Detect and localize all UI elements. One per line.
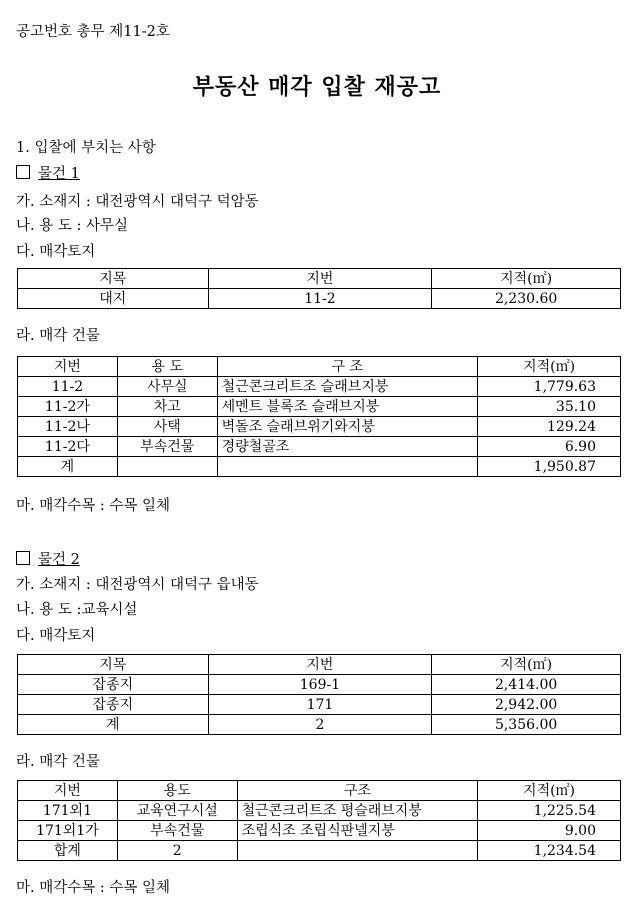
- table-cell: 대지: [18, 289, 209, 309]
- table-header-cell: 지번: [18, 781, 118, 801]
- table-row: [18, 437, 621, 457]
- item1-location: 가. 소재지 : 대전광역시 대덕구 덕암동: [16, 194, 259, 210]
- table-cell: 1,779.63: [478, 377, 621, 397]
- notice-number: 공고번호 총무 제11-2호: [16, 24, 170, 40]
- table-cell: 11-2: [18, 377, 118, 397]
- table-cell: 사무실: [117, 377, 217, 397]
- table-total-row: [18, 841, 621, 861]
- table-cell: 35.10: [478, 397, 621, 417]
- table-cell: [237, 841, 478, 861]
- section-heading: 1. 입찰에 부치는 사항: [16, 140, 156, 156]
- item2-use: 나. 용 도 :교육시설: [16, 602, 138, 618]
- item1-use: 나. 용 도 : 사무실: [16, 218, 128, 234]
- item1-heading: [16, 162, 80, 183]
- table-row: [18, 417, 621, 437]
- table-cell: 교육연구시설: [117, 801, 237, 821]
- table-header-cell: 구 조: [217, 357, 477, 377]
- table-cell: 11-2나: [18, 417, 118, 437]
- table-cell: 6.90: [478, 437, 621, 457]
- table-cell: 11-2: [208, 289, 432, 309]
- table-header-cell: 지번: [208, 655, 432, 675]
- table-row: [18, 675, 621, 695]
- table-header-cell: 지목: [18, 269, 209, 289]
- table-header-cell: 지목: [18, 655, 209, 675]
- table-row: [18, 801, 621, 821]
- table-cell: 세멘트 블록조 슬래브지붕: [217, 397, 477, 417]
- item2-land-heading: 다. 매각토지: [16, 628, 96, 644]
- item2-trees: 마. 매각수목 : 수목 일체: [16, 880, 170, 896]
- item2-building-heading: 라. 매각 건물: [16, 754, 100, 770]
- table-header-cell: 용도: [117, 781, 237, 801]
- table-header-row: [18, 357, 621, 377]
- table-total-row: [18, 715, 621, 735]
- table-header-cell: 구조: [237, 781, 478, 801]
- table-header-cell: 지적(㎡): [478, 357, 621, 377]
- table-cell: 조립식조 조립식판넬지붕: [237, 821, 478, 841]
- table-cell: 171외1: [18, 801, 118, 821]
- table-cell: 1,225.54: [478, 801, 621, 821]
- table-cell: 5,356.00: [432, 715, 621, 735]
- table-cell: 171: [208, 695, 432, 715]
- item2-land-table: [17, 654, 621, 735]
- table-header-cell: 지적(㎡): [432, 269, 621, 289]
- item2-heading-label: 물건 2: [38, 552, 80, 568]
- table-cell: 부속건물: [117, 821, 237, 841]
- table-cell: 합계: [18, 841, 118, 861]
- table-cell: 2: [208, 715, 432, 735]
- table-cell: 차고: [117, 397, 217, 417]
- table-cell: 129.24: [478, 417, 621, 437]
- table-row: [18, 377, 621, 397]
- table-cell: 계: [18, 457, 118, 477]
- table-total-row: [18, 457, 621, 477]
- item1-land-heading: 다. 매각토지: [16, 244, 96, 260]
- table-header-cell: 용 도: [117, 357, 217, 377]
- table-cell: 2,414.00: [432, 675, 621, 695]
- table-cell: 경량철골조: [217, 437, 477, 457]
- table-cell: 171외1가: [18, 821, 118, 841]
- item1-trees: 마. 매각수목 : 수목 일체: [16, 498, 170, 514]
- item2-building-table: [17, 780, 621, 861]
- item1-building-table: [17, 356, 621, 477]
- table-cell: 9.00: [478, 821, 621, 841]
- table-cell: 1,234.54: [478, 841, 621, 861]
- table-header-row: [18, 269, 621, 289]
- table-cell: 벽돌조 슬래브위기와지붕: [217, 417, 477, 437]
- table-row: [18, 289, 621, 309]
- table-row: [18, 397, 621, 417]
- table-cell: 잡종지: [18, 695, 209, 715]
- table-cell: 계: [18, 715, 209, 735]
- item2-heading: [16, 548, 80, 569]
- table-cell: 철근콘크리트조 슬래브지붕: [217, 377, 477, 397]
- table-header-row: [18, 655, 621, 675]
- item1-building-heading: 라. 매각 건물: [16, 328, 100, 344]
- table-cell: 2: [117, 841, 237, 861]
- table-cell: [217, 457, 477, 477]
- table-cell: [117, 457, 217, 477]
- item1-land-table: [17, 268, 621, 309]
- table-cell: 2,942.00: [432, 695, 621, 715]
- page-title: 부동산 매각 입찰 재공고: [192, 74, 442, 100]
- table-cell: 11-2다: [18, 437, 118, 457]
- table-cell: 169-1: [208, 675, 432, 695]
- table-row: [18, 821, 621, 841]
- item2-location: 가. 소재지 : 대전광역시 대덕구 읍내동: [16, 577, 259, 593]
- table-header-cell: 지번: [18, 357, 118, 377]
- table-cell: 1,950.87: [478, 457, 621, 477]
- table-cell: 철근콘크리트조 평슬래브지붕: [237, 801, 478, 821]
- table-cell: 잡종지: [18, 675, 209, 695]
- table-cell: 2,230.60: [432, 289, 621, 309]
- table-header-row: [18, 781, 621, 801]
- table-cell: 부속건물: [117, 437, 217, 457]
- table-cell: 11-2가: [18, 397, 118, 417]
- table-header-cell: 지적(㎡): [432, 655, 621, 675]
- table-header-cell: 지적(㎡): [478, 781, 621, 801]
- table-header-cell: 지번: [208, 269, 432, 289]
- item1-heading-label: 물건 1: [38, 166, 80, 182]
- table-row: [18, 695, 621, 715]
- table-cell: 사택: [117, 417, 217, 437]
- checkbox-square-icon: [16, 551, 30, 565]
- checkbox-square-icon: [16, 165, 30, 179]
